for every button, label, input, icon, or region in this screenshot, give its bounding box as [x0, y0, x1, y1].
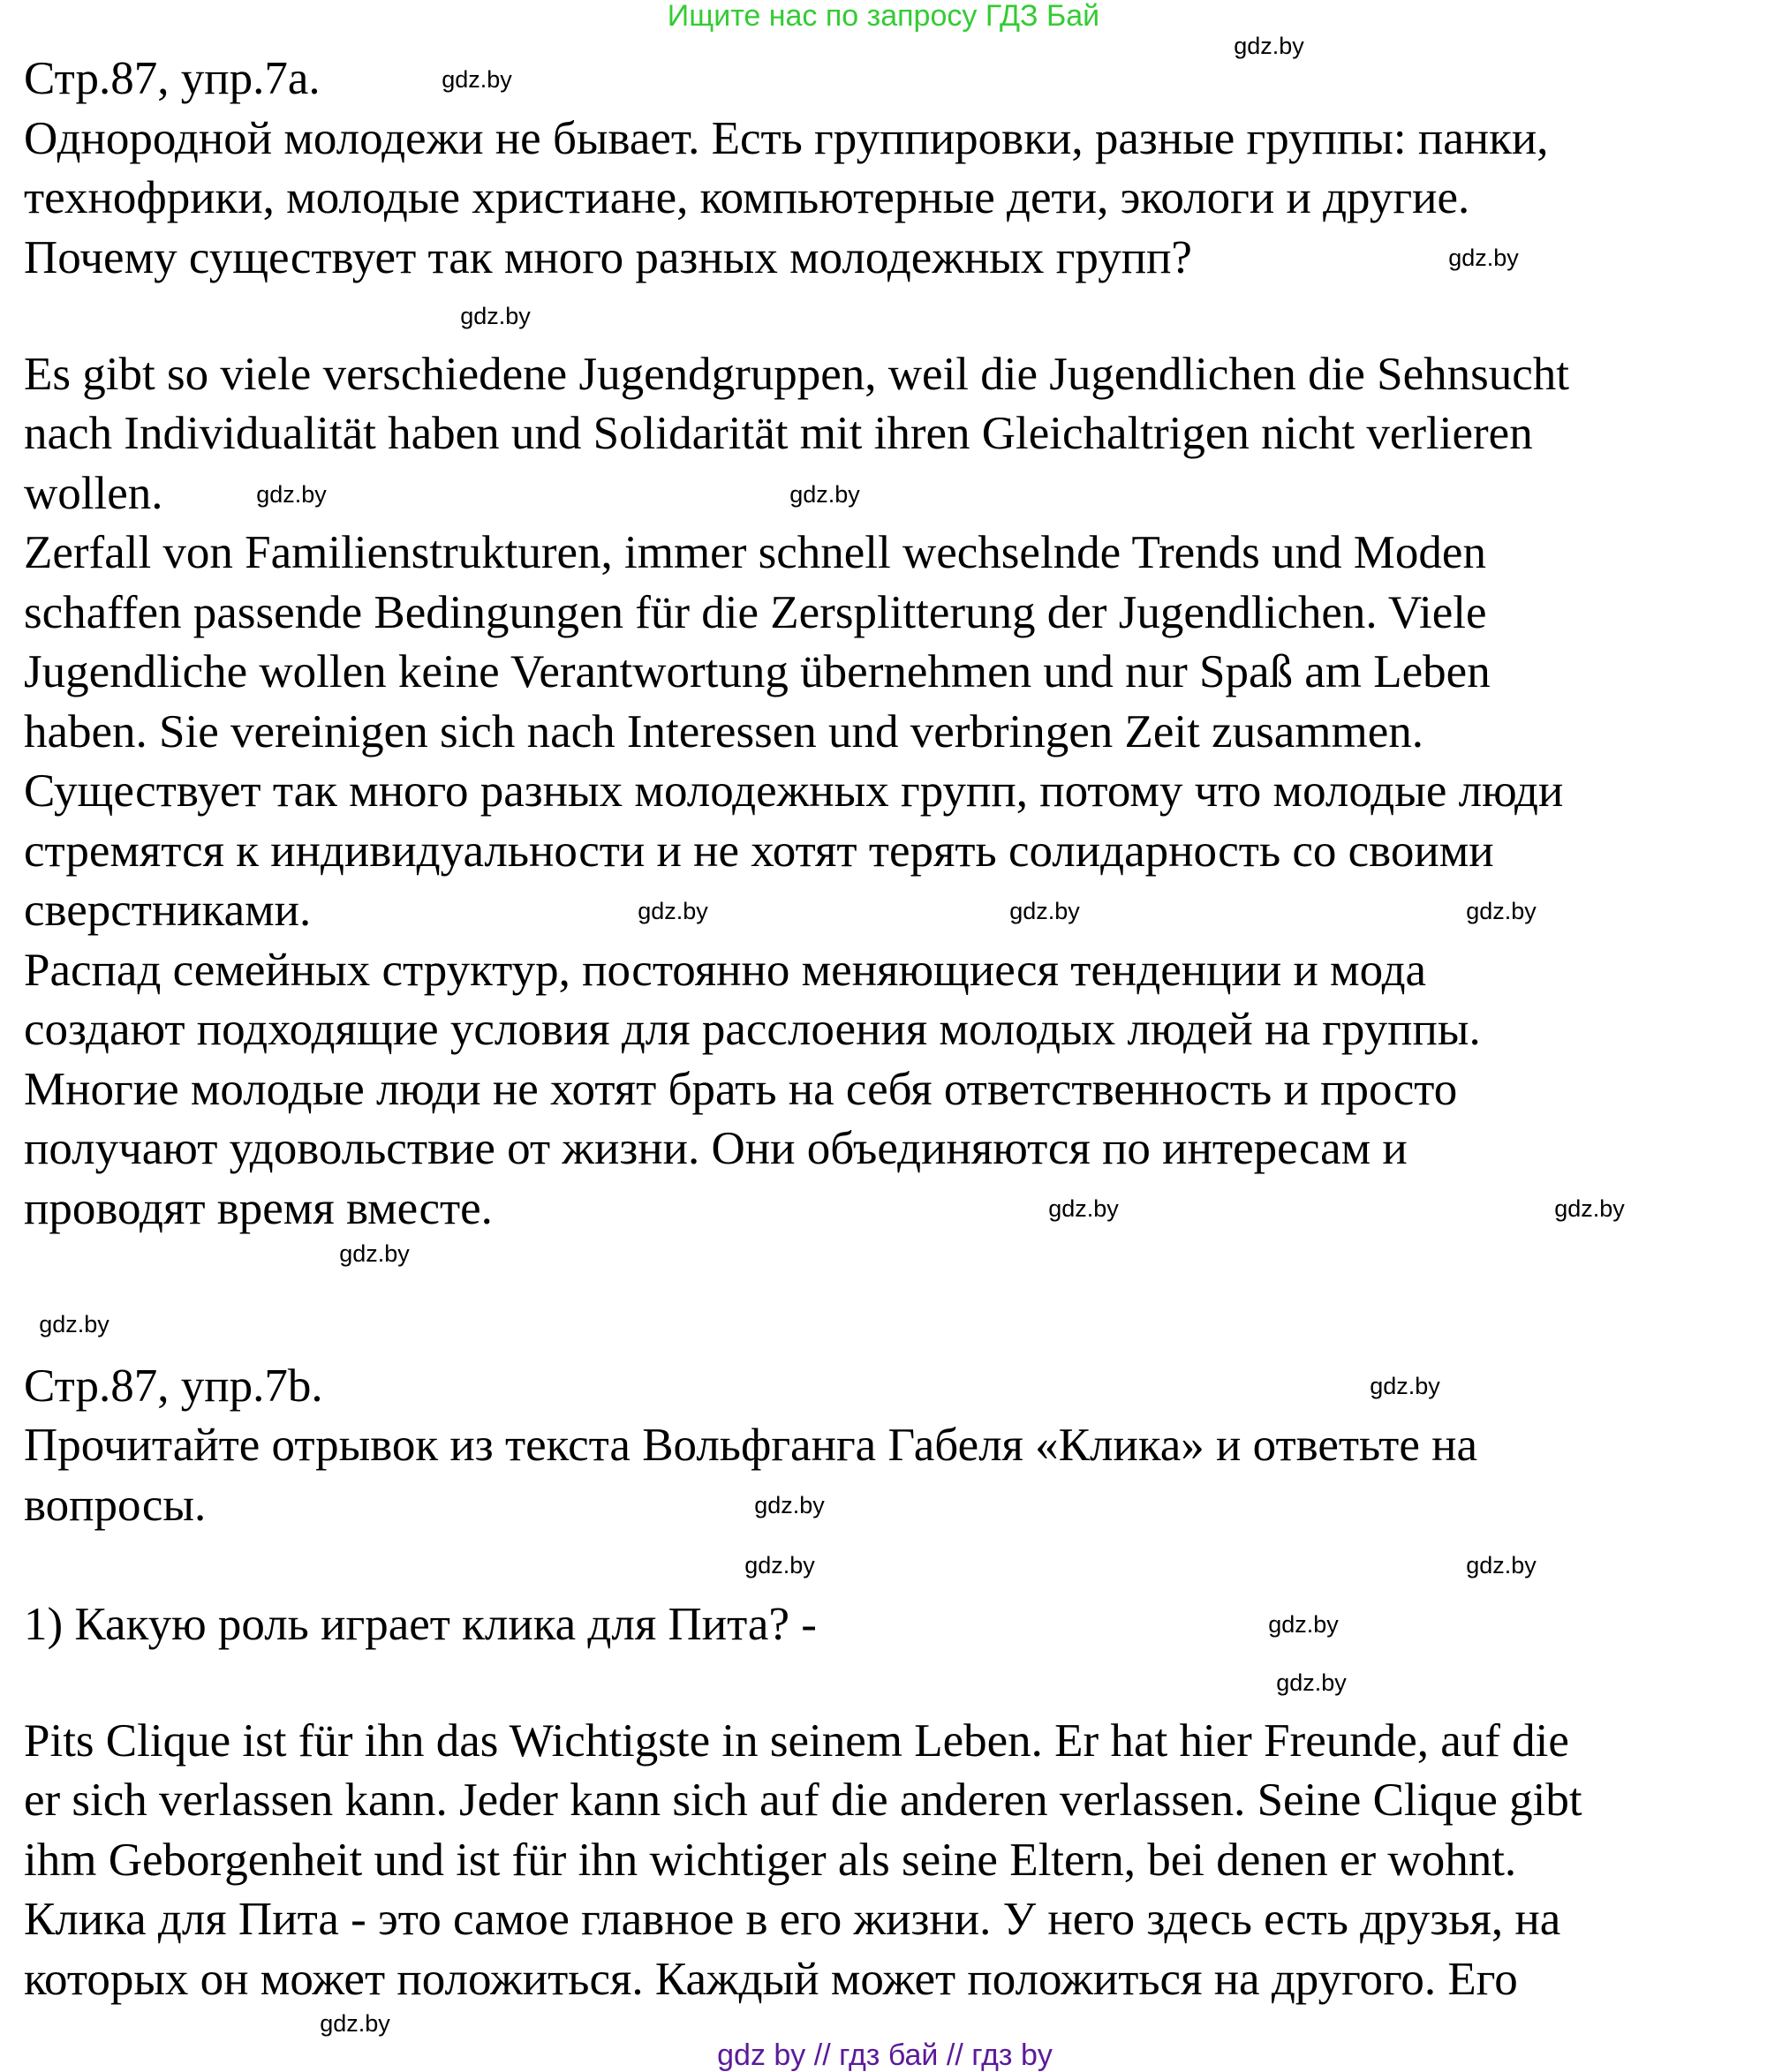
watermark: gdz.by: [638, 898, 708, 924]
text-line: Распад семейных структур, постоянно меняющиеся тенденции и мода: [24, 945, 1427, 996]
text-line: Es gibt so viele verschiedene Jugendgruppen, weil die Jugendlichen die Sehnsucht: [24, 349, 1570, 400]
text-line: er sich verlassen kann. Jeder kann sich auf die anderen verlassen. Seine Clique gibt: [24, 1774, 1582, 1826]
text-line: nach Individualität haben und Solidarität mit ihren Gleichaltrigen nicht verlieren: [24, 408, 1533, 459]
text-line: Однородной молодежи не бывает. Есть группировки, разные группы: панки,: [24, 113, 1549, 164]
watermark: gdz.by: [1554, 1195, 1625, 1222]
text-line: получают удовольствие от жизни. Они объединяются по интересам и: [24, 1123, 1408, 1174]
watermark: gdz.by: [744, 1552, 815, 1578]
text-line: создают подходящие условия для расслоения молодых людей на группы.: [24, 1004, 1481, 1055]
watermark: gdz.by: [320, 2010, 390, 2037]
watermark: gdz.by: [789, 481, 860, 508]
watermark: gdz.by: [39, 1311, 109, 1337]
text-line: вопросы.: [24, 1480, 207, 1531]
watermark: gdz.by: [256, 481, 327, 508]
footer-watermark: gdz by // гдз бай // гдз by: [717, 2038, 1053, 2072]
text-line: Pits Clique ist für ihn das Wichtigste in seinem Leben. Er hat hier Freunde, auf die: [24, 1715, 1569, 1767]
text-line: 1) Какую роль играет клика для Пита? -: [24, 1599, 817, 1650]
text-line: которых он может положиться. Каждый может положиться на другого. Его: [24, 1954, 1518, 2005]
text-line: Jugendliche wollen keine Verantwortung übernehmen und nur Spaß am Leben: [24, 646, 1491, 697]
watermark: gdz.by: [339, 1240, 410, 1267]
watermark: gdz.by: [1466, 898, 1537, 924]
watermark: gdz.by: [460, 303, 531, 329]
text-line: проводят время вместе.: [24, 1183, 493, 1234]
text-line: стремятся к индивидуальности и не хотят терять солидарность со своими: [24, 825, 1494, 877]
text-line: технофрики, молодые христиане, компьютерные дети, экологи и другие.: [24, 172, 1470, 223]
text-line: Zerfall von Familienstrukturen, immer schnell wechselnde Trends und Moden: [24, 527, 1486, 578]
watermark: gdz.by: [754, 1492, 825, 1518]
text-line: wollen.: [24, 468, 163, 519]
text-line: haben. Sie vereinigen sich nach Interessen und verbringen Zeit zusammen.: [24, 706, 1424, 757]
text-line: Прочитайте отрывок из текста Вольфганга Габеля «Клика» и ответьте на: [24, 1420, 1478, 1471]
text-line: ihm Geborgenheit und ist für ihn wichtiger als seine Eltern, bei denen er wohnt.: [24, 1835, 1517, 1886]
text-line: Многие молодые люди не хотят брать на себя ответственность и просто: [24, 1064, 1458, 1115]
text-line: сверстниками.: [24, 885, 312, 936]
watermark: gdz.by: [442, 66, 512, 93]
text-line: Почему существует так много разных молодежных групп?: [24, 232, 1192, 283]
exercise-title: Стр.87, упр.7a.: [24, 53, 321, 104]
promo-header: Ищите нас по запросу ГДЗ Бай: [667, 0, 1100, 33]
watermark: gdz.by: [1009, 898, 1080, 924]
text-line: schaffen passende Bedingungen für die Zersplitterung der Jugendlichen. Viele: [24, 587, 1487, 638]
watermark: gdz.by: [1048, 1195, 1119, 1222]
watermark: gdz.by: [1268, 1611, 1339, 1638]
watermark: gdz.by: [1234, 33, 1304, 59]
watermark: gdz.by: [1370, 1373, 1440, 1399]
watermark: gdz.by: [1448, 245, 1519, 271]
exercise-title: Стр.87, упр.7b.: [24, 1360, 323, 1412]
watermark: gdz.by: [1276, 1669, 1347, 1696]
watermark: gdz.by: [1466, 1552, 1537, 1578]
text-line: Существует так много разных молодежных групп, потому что молодые люди: [24, 765, 1564, 817]
text-line: Клика для Пита - это самое главное в его жизни. У него здесь есть друзья, на: [24, 1894, 1561, 1945]
